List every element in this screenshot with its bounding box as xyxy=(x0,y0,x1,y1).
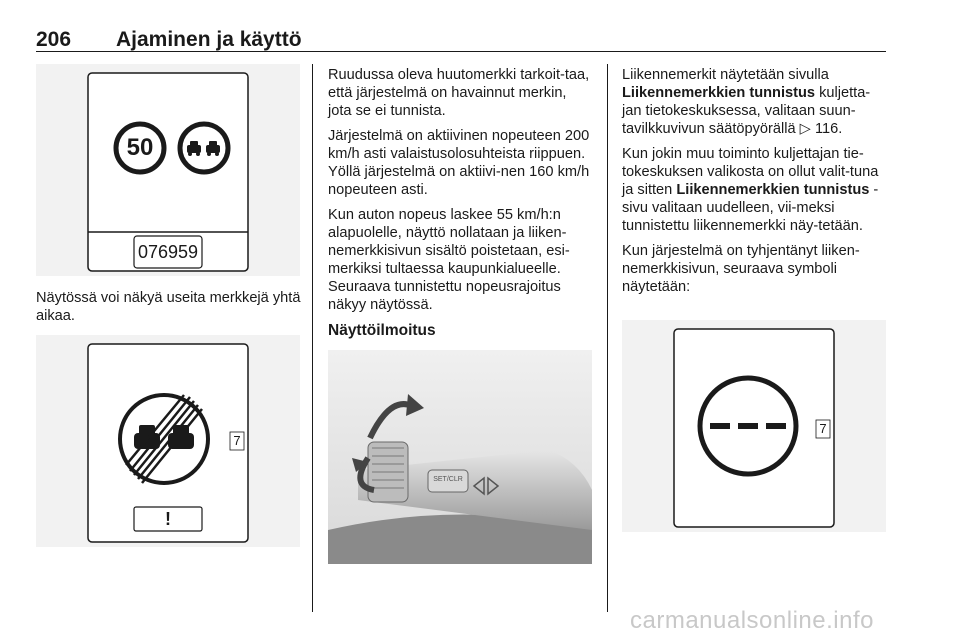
display-code: 076959 xyxy=(137,242,199,262)
figure-end-no-overtaking xyxy=(36,335,300,547)
section-heading: Näyttöilmoitus xyxy=(328,322,436,339)
page-ref-icon: ▷ xyxy=(799,121,811,137)
speed-limit-value: 50 xyxy=(126,134,154,161)
active-speed-paragraph: Järjestelmä on aktiivinen nopeuteen 200 km/h asti valaistusolosuhteista riippuen. Yöllä järjestelmä on aktiivi-nen 160 km/h nopeuteen asti. xyxy=(328,128,590,198)
figure-turn-signal-lever xyxy=(328,350,592,564)
set-clr-button-label: SET/CLR xyxy=(433,476,463,483)
column-divider-1 xyxy=(312,64,313,612)
page-header xyxy=(36,22,886,52)
cleared-page-paragraph: Kun järjestelmä on tyhjentänyt liiken-nemerkkisivun, seuraava symboli näytetään: xyxy=(622,243,860,295)
column-2-text xyxy=(328,66,594,321)
reset-paragraph: Kun auton nopeus laskee 55 km/h:n alapuolelle, näyttö nollataan ja liiken-nemerkkisivun sisältö poistetaan, esi-merkiksi tultaessa kaupunkialueelle. Seuraava tunnistettu nopeusrajoitus näkyy näytössä. xyxy=(328,207,570,313)
multiple-signs-paragraph: Näytössä voi näkyä useita merkkejä yhtä aikaa. xyxy=(36,290,301,324)
return-to-page-paragraph: Kun jokin muu toiminto kuljettajan tie-tokeskuksen valikosta on ollut valit-tuna ja sitten Liikennemerkkien tunnistus -sivu valitaan uudelleen, vii-meksi tunnistettu liikennemerkki näy-tetään. xyxy=(622,146,879,234)
header-rule xyxy=(36,51,886,52)
page-number: 206 xyxy=(36,28,72,51)
column-1-text xyxy=(36,289,306,332)
traffic-sign-page-name: Liikennemerkkien tunnistus xyxy=(622,85,816,101)
traffic-sign-page-paragraph: Liikennemerkit näytetään sivulla Liikennemerkkien tunnistus kuljetta-jan tietokeskuksessa, valitaan suun-tavilkkuvivun säätöpyörällä ▷ 116. xyxy=(622,67,871,137)
column-3-text xyxy=(622,66,886,303)
lane-marker: 7 xyxy=(233,433,241,448)
page-reference[interactable]: 116 xyxy=(814,121,839,137)
column-divider-2 xyxy=(607,64,608,612)
figure-cleared-symbol xyxy=(622,320,886,532)
watermark: carmanualsonline.info xyxy=(630,607,874,634)
unrecognized-sign-paragraph: Ruudussa oleva huutomerkki tarkoit-taa, että järjestelmä on havainnut merkin, jota se ei tunnista. xyxy=(328,67,590,119)
lane-marker: 7 xyxy=(819,421,827,436)
warning-mark: ! xyxy=(165,509,171,529)
figure-speed-display xyxy=(36,64,300,276)
chapter-title: Ajaminen ja käyttö xyxy=(116,28,302,51)
